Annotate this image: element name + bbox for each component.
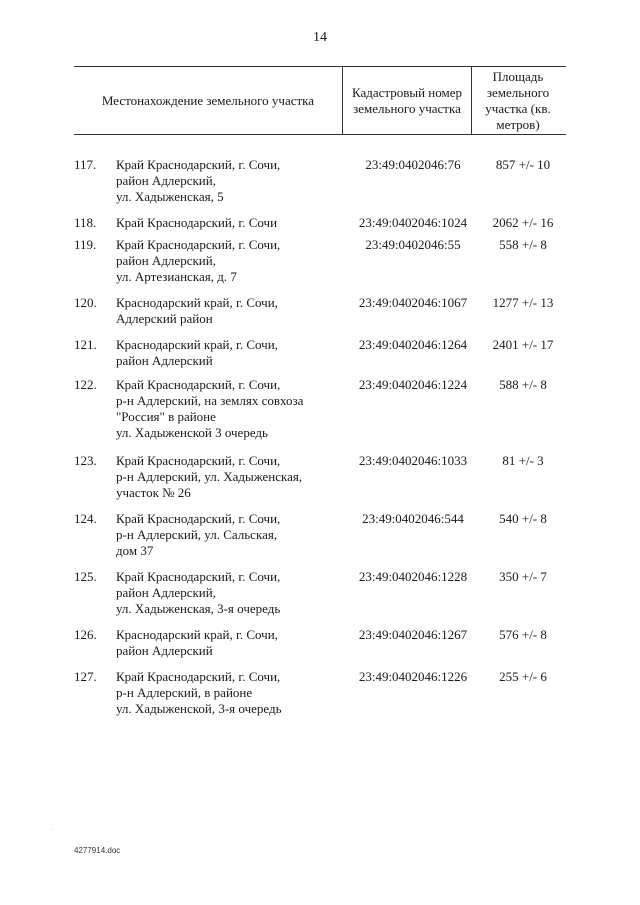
row-number: 122. bbox=[74, 377, 97, 392]
row-location: Край Краснодарский, г. Сочи, район Адлерский, ул. Артезианская, д. 7 bbox=[116, 237, 281, 284]
header-area: Площадь земельного участка (кв. метров) bbox=[485, 69, 551, 132]
table-header bbox=[74, 66, 566, 135]
table-row bbox=[0, 669, 640, 725]
row-area: 540 +/- 8 bbox=[499, 511, 547, 526]
row-cadastral: 23:49:0402046:1264 bbox=[358, 337, 468, 352]
row-cadastral: 23:49:0402046:1224 bbox=[358, 377, 468, 392]
row-cadastral: 23:49:0402046:55 bbox=[365, 237, 461, 252]
page-number: 14 bbox=[313, 30, 327, 45]
row-location: Краснодарский край, г. Сочи, район Адлерский bbox=[116, 627, 278, 658]
row-area: 576 +/- 8 bbox=[499, 627, 547, 642]
row-area: 81 +/- 3 bbox=[502, 453, 544, 468]
table-row bbox=[0, 377, 640, 453]
row-area: 857 +/- 10 bbox=[495, 157, 551, 172]
row-number: 124. bbox=[74, 511, 97, 526]
row-cadastral: 23:49:0402046:1067 bbox=[358, 295, 468, 310]
row-location: Край Краснодарский, г. Сочи bbox=[116, 215, 278, 230]
table-row bbox=[0, 569, 640, 627]
row-location: Краснодарский край, г. Сочи, район Адлерский bbox=[116, 337, 278, 368]
row-cadastral: 23:49:0402046:1267 bbox=[358, 627, 468, 642]
row-cadastral: 23:49:0402046:1226 bbox=[358, 669, 468, 684]
header-divider bbox=[74, 134, 566, 135]
row-cadastral: 23:49:0402046:76 bbox=[365, 157, 461, 172]
document-filename: 4277914.doc bbox=[74, 846, 121, 855]
table-row bbox=[0, 157, 640, 204]
row-number: 127. bbox=[74, 669, 97, 684]
row-number: 118. bbox=[74, 215, 97, 230]
row-area: 350 +/- 7 bbox=[499, 569, 547, 584]
scan-mark: . bbox=[52, 826, 54, 832]
header-cadastral: Кадастровый номер земельного участка bbox=[342, 67, 472, 135]
row-cadastral: 23:49:0402046:1033 bbox=[358, 453, 468, 468]
table-body bbox=[0, 157, 640, 725]
row-location: Край Краснодарский, г. Сочи, район Адлерский, ул. Хадыженская, 5 bbox=[116, 157, 281, 204]
row-location: Край Краснодарский, г. Сочи, район Адлерский, ул. Хадыженская, 3-я очередь bbox=[116, 569, 281, 616]
row-location: Край Краснодарский, г. Сочи, р-н Адлерский, ул. Хадыженская, участок № 26 bbox=[116, 453, 303, 500]
row-area: 2401 +/- 17 bbox=[492, 337, 554, 352]
table-row bbox=[0, 295, 640, 337]
row-area: 255 +/- 6 bbox=[499, 669, 547, 684]
row-location: Край Краснодарский, г. Сочи, р-н Адлерский, в районе ул. Хадыженской, 3-я очередь bbox=[116, 669, 282, 716]
row-number: 126. bbox=[74, 627, 97, 642]
row-location: Край Краснодарский, г. Сочи, р-н Адлерский, ул. Сальская, дом 37 bbox=[116, 511, 281, 558]
row-cadastral: 23:49:0402046:1024 bbox=[358, 215, 468, 230]
row-cadastral: 23:49:0402046:1228 bbox=[358, 569, 468, 584]
table-row bbox=[0, 453, 640, 511]
row-area: 558 +/- 8 bbox=[499, 237, 547, 252]
header-location: Местонахождение земельного участка bbox=[101, 93, 315, 108]
row-location: Краснодарский край, г. Сочи, Адлерский район bbox=[116, 295, 278, 326]
table-row bbox=[0, 627, 640, 669]
row-area: 1277 +/- 13 bbox=[492, 295, 554, 310]
table-row bbox=[0, 215, 640, 237]
row-number: 117. bbox=[74, 157, 97, 172]
row-number: 121. bbox=[74, 337, 97, 352]
row-area: 588 +/- 8 bbox=[499, 377, 547, 392]
table-row bbox=[0, 337, 640, 377]
table-row bbox=[0, 511, 640, 569]
row-number: 125. bbox=[74, 569, 97, 584]
row-cadastral: 23:49:0402046:544 bbox=[362, 511, 464, 526]
table-row bbox=[0, 237, 640, 295]
row-number: 119. bbox=[74, 237, 97, 252]
row-location: Край Краснодарский, г. Сочи, р-н Адлерский, на землях совхоза "Россия" в районе ул. Хадыженской 3 очередь bbox=[116, 377, 304, 440]
row-number: 123. bbox=[74, 453, 97, 468]
row-area: 2062 +/- 16 bbox=[492, 215, 554, 230]
row-number: 120. bbox=[74, 295, 97, 310]
